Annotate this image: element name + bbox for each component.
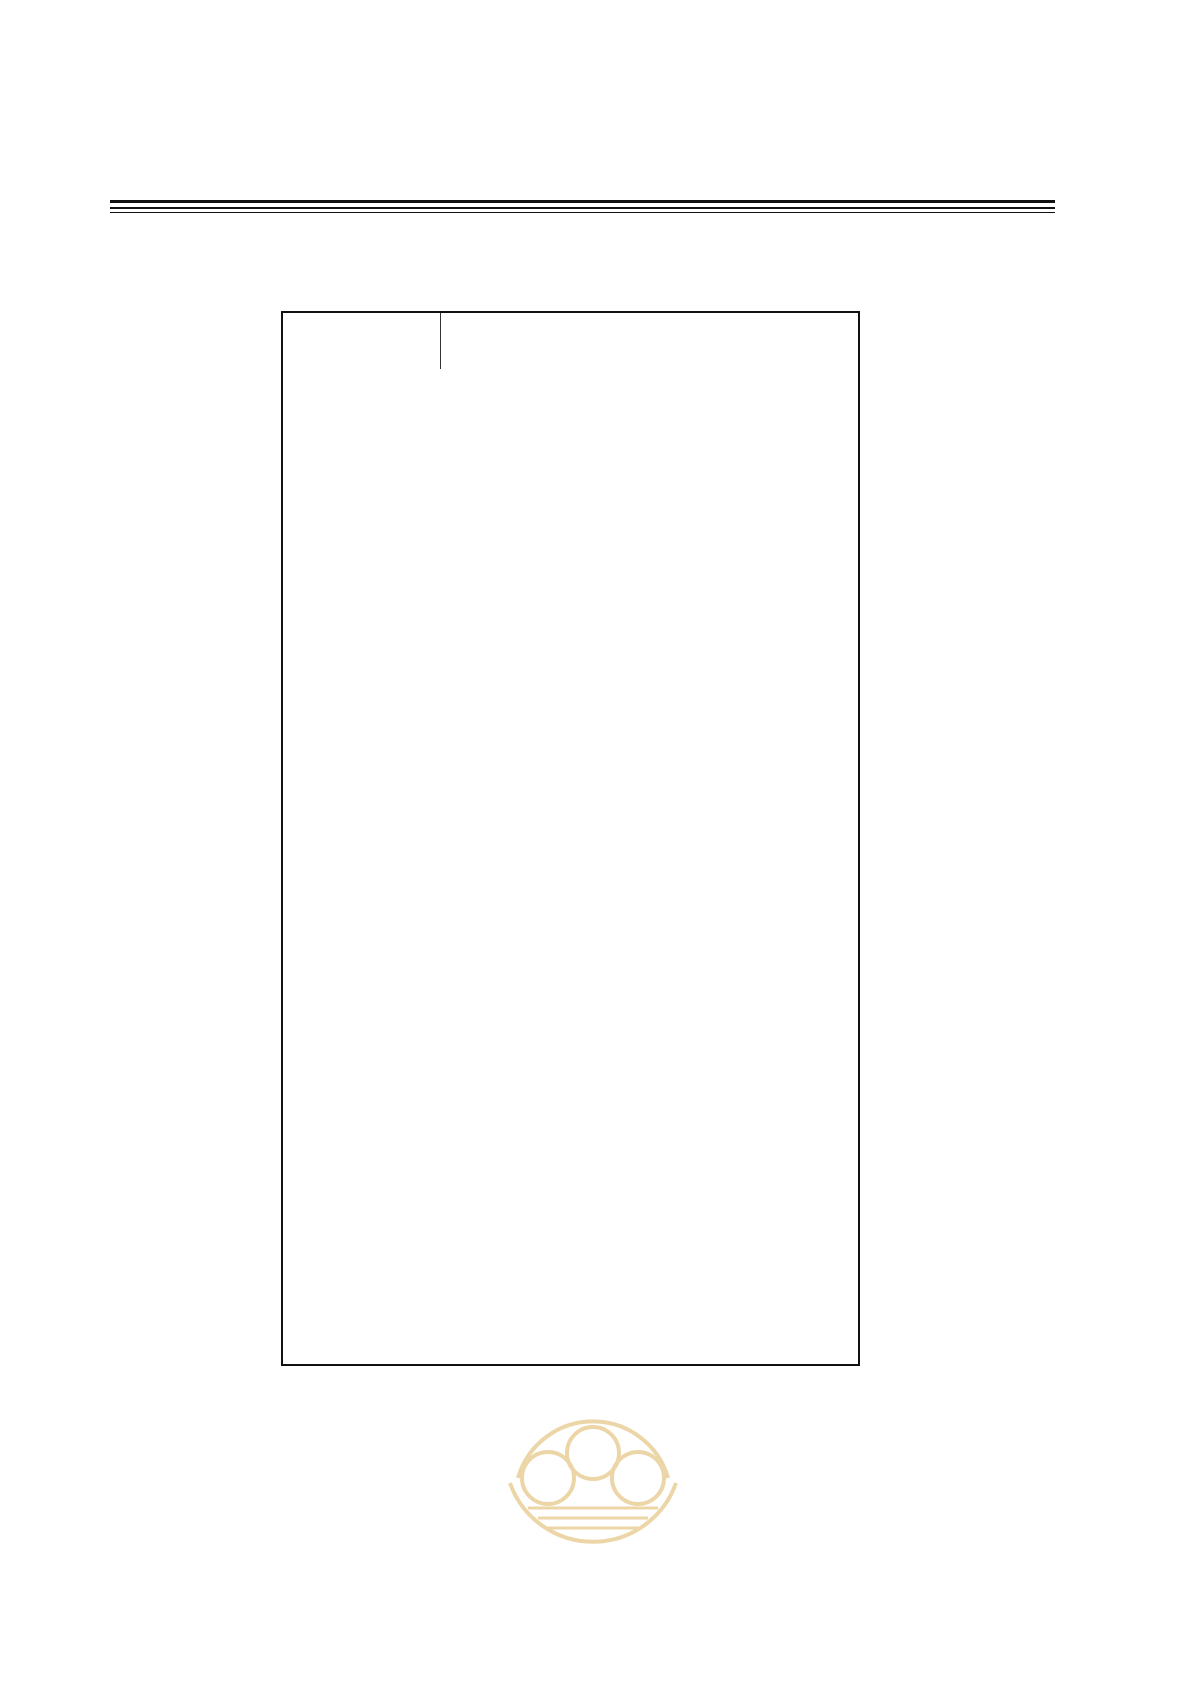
header-rule [110, 200, 1055, 203]
column-header-description [441, 313, 858, 369]
header-rule [110, 207, 1055, 209]
watermark-logo [488, 1358, 698, 1548]
column-header-symbol [283, 313, 440, 369]
header-rule [110, 212, 1055, 213]
symbols-table [281, 311, 860, 1366]
table-header-row [283, 313, 858, 369]
